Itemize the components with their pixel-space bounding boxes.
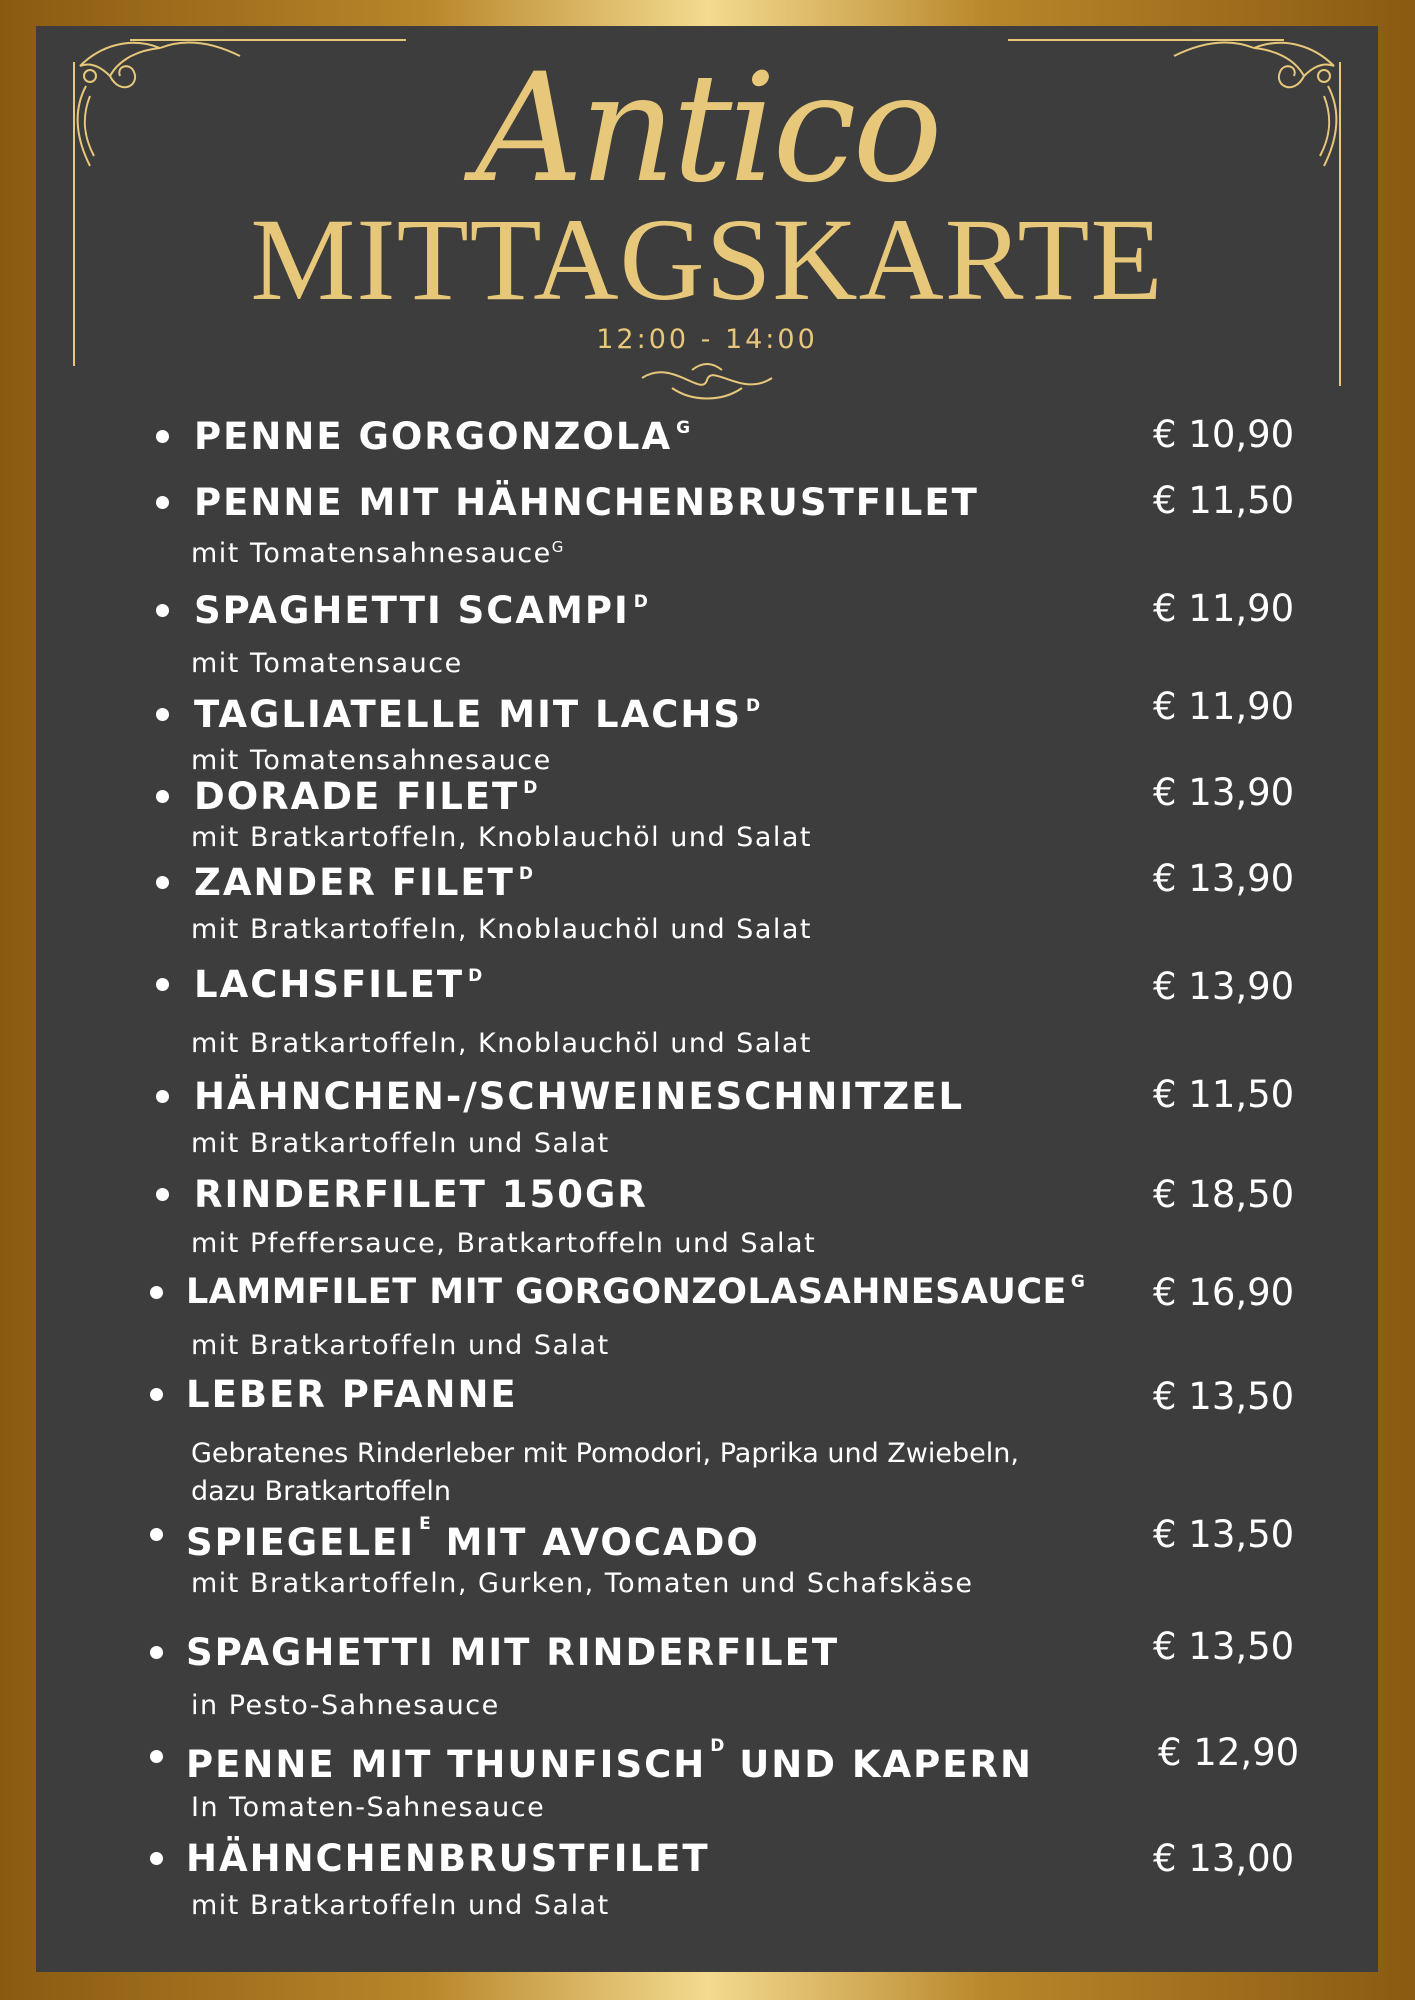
bullet [156, 790, 169, 803]
item-description: mit Bratkartoffeln, Knoblauchöl und Salat [191, 1028, 812, 1059]
item-name: SPIEGELEI $^E$ MIT AVOCADO [186, 1514, 760, 1564]
item-description: Gebratenes Rinderleber mit Pomodori, Paprika und Zwiebeln, [191, 1438, 1019, 1469]
item-name: TAGLIATELLE MIT LACHS $^D$ [194, 693, 761, 736]
menu-panel [36, 26, 1378, 1972]
item-description: mit Tomatensahnesauce$^G$ [191, 538, 564, 569]
bullet [150, 1286, 163, 1299]
item-price: € 13,90 [1153, 965, 1295, 1008]
item-description: mit Bratkartoffeln, Knoblauchöl und Salat [191, 822, 812, 853]
bullet [156, 1090, 169, 1103]
item-description-line2: dazu Bratkartoffeln [191, 1476, 452, 1507]
item-price: € 13,90 [1153, 771, 1295, 814]
item-description: mit Bratkartoffeln, Knoblauchöl und Salat [191, 914, 812, 945]
bullet [156, 978, 169, 991]
item-name: RINDERFILET 150GR [194, 1173, 648, 1216]
item-name: ZANDER FILET $^D$ [194, 861, 534, 904]
item-name: LAMMFILET MIT GORGONZOLASAHNESAUCE $^G$ [186, 1272, 1085, 1312]
item-name: HÄHNCHEN-/SCHWEINESCHNITZEL [194, 1075, 965, 1118]
item-price: € 11,90 [1153, 587, 1295, 630]
item-price: € 11,50 [1153, 1073, 1295, 1116]
bullet [150, 1750, 163, 1763]
item-name: HÄHNCHENBRUSTFILET [186, 1837, 710, 1880]
item-name: LEBER PFANNE [186, 1373, 518, 1416]
item-price: € 13,50 [1153, 1375, 1295, 1418]
item-name: PENNE GORGONZOLA $^G$ [194, 415, 691, 458]
item-description: mit Tomatensauce [191, 648, 463, 679]
item-price: € 18,50 [1153, 1173, 1295, 1216]
item-description: mit Bratkartoffeln, Gurken, Tomaten und Schafskäse [191, 1568, 974, 1599]
item-price: € 13,90 [1153, 857, 1295, 900]
bullet [150, 1528, 163, 1541]
item-price: € 10,90 [1153, 413, 1295, 456]
item-description: mit Bratkartoffeln und Salat [191, 1890, 610, 1921]
item-name: PENNE MIT THUNFISCH $^D$ UND KAPERN [186, 1736, 1033, 1786]
item-description: mit Bratkartoffeln und Salat [191, 1128, 610, 1159]
item-name: SPAGHETTI MIT RINDERFILET [186, 1631, 840, 1674]
item-description: In Tomaten-Sahnesauce [191, 1792, 546, 1823]
item-price: € 13,50 [1153, 1625, 1295, 1668]
item-description: mit Tomatensahnesauce [191, 745, 552, 776]
item-price: € 13,00 [1153, 1837, 1295, 1880]
bullet [150, 1852, 163, 1865]
bullet [156, 876, 169, 889]
item-name: LACHSFILET $^D$ [194, 963, 483, 1006]
item-name: PENNE MIT HÄHNCHENBRUSTFILET [194, 481, 979, 524]
item-price: € 16,90 [1153, 1271, 1295, 1314]
flourish-ornament-icon [632, 358, 782, 408]
item-price: € 12,90 [1158, 1731, 1300, 1774]
bullet [150, 1388, 163, 1401]
opening-hours: 12:00 - 14:00 [596, 324, 818, 355]
item-description: in Pesto-Sahnesauce [191, 1690, 500, 1721]
bullet [156, 496, 169, 509]
item-name: DORADE FILET $^D$ [194, 775, 538, 818]
item-price: € 11,90 [1153, 685, 1295, 728]
bullet [156, 708, 169, 721]
page-title: MITTAGSKARTE [250, 194, 1164, 325]
bullet [156, 1188, 169, 1201]
bullet [150, 1646, 163, 1659]
bullet [156, 430, 169, 443]
item-name: SPAGHETTI SCAMPI $^D$ [194, 589, 648, 632]
item-price: € 13,50 [1153, 1513, 1295, 1556]
item-description: mit Pfeffersauce, Bratkartoffeln und Salat [191, 1228, 817, 1259]
item-price: € 11,50 [1153, 479, 1295, 522]
bullet [156, 604, 169, 617]
brand-name: Antico [475, 42, 939, 216]
item-description: mit Bratkartoffeln und Salat [191, 1330, 610, 1361]
